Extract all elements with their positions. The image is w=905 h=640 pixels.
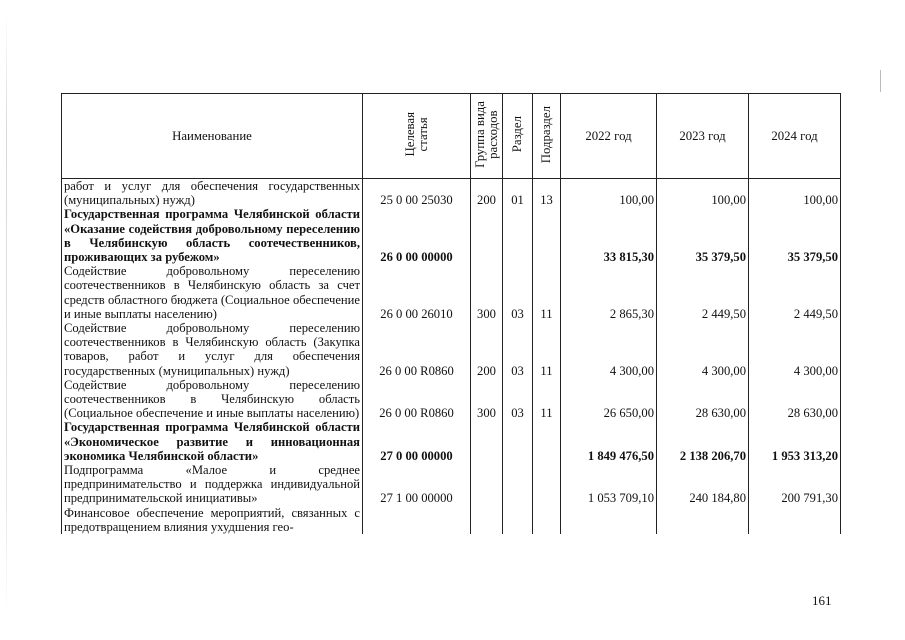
- row-expense-group: [471, 506, 503, 534]
- header-expense-group-label: Группа вида расходов: [472, 100, 500, 168]
- row-value-2022: 33 815,30: [561, 207, 657, 264]
- table-row: [62, 264, 841, 321]
- row-target: 26 0 00 26010: [363, 264, 471, 321]
- row-section: 01: [503, 179, 533, 208]
- scan-edge-mark: [6, 10, 7, 620]
- row-section: 03: [503, 264, 533, 321]
- row-subsection: 13: [533, 179, 561, 208]
- row-value-2022: 1 053 709,10: [561, 463, 657, 506]
- row-target: 27 1 00 00000: [363, 463, 471, 506]
- row-name: Государственная программа Челябинской области «Оказание содействия добровольному переселению в Челябинскую область соотечественников, проживающих за рубежом»: [62, 207, 363, 264]
- row-target: 26 0 00 R0860: [363, 378, 471, 421]
- row-expense-group: 200: [471, 179, 503, 208]
- row-value-2023: 2 449,50: [657, 264, 749, 321]
- row-name: Содействие добровольному переселению соотечественников в Челябинскую область (Закупка товаров, работ и услуг для обеспечения государственных (муниципальных) нужд): [62, 321, 363, 378]
- table-row: [62, 378, 841, 421]
- table-row: [62, 207, 841, 264]
- header-name: Наименование: [62, 94, 363, 179]
- row-name: Содействие добровольному переселению соотечественников в Челябинскую область (Социальное обеспечение и иные выплаты населению): [62, 378, 363, 421]
- row-value-2024: 200 791,30: [749, 463, 841, 506]
- row-value-2023: 240 184,80: [657, 463, 749, 506]
- row-target: [363, 506, 471, 534]
- table-row: [62, 420, 841, 463]
- scan-edge-tick: [880, 70, 881, 92]
- row-value-2023: 4 300,00: [657, 321, 749, 378]
- row-subsection: 11: [533, 378, 561, 421]
- row-value-2024: 4 300,00: [749, 321, 841, 378]
- row-subsection: [533, 207, 561, 264]
- row-section: [503, 506, 533, 534]
- row-value-2024: 100,00: [749, 179, 841, 208]
- table-row: [62, 506, 841, 534]
- row-target: 26 0 00 00000: [363, 207, 471, 264]
- table-row: [62, 179, 841, 208]
- row-name: Финансовое обеспечение мероприятий, связанных с предотвращением влияния ухудшения гео-: [62, 506, 363, 534]
- header-year-2023: 2023 год: [657, 94, 749, 179]
- row-target: 27 0 00 00000: [363, 420, 471, 463]
- row-name: Содействие добровольному переселению соотечественников в Челябинскую область за счет средств областного бюджета (Социальное обеспечение и иные выплаты населению): [62, 264, 363, 321]
- row-expense-group: [471, 463, 503, 506]
- row-expense-group: 300: [471, 378, 503, 421]
- row-value-2022: 2 865,30: [561, 264, 657, 321]
- row-value-2023: [657, 506, 749, 534]
- table-row: [62, 463, 841, 506]
- row-section: 03: [503, 321, 533, 378]
- header-subsection: [533, 94, 561, 179]
- row-section: [503, 207, 533, 264]
- row-value-2024: 2 449,50: [749, 264, 841, 321]
- table-row: [62, 321, 841, 378]
- row-subsection: [533, 506, 561, 534]
- row-value-2022: 1 849 476,50: [561, 420, 657, 463]
- table-header: [62, 94, 841, 179]
- row-value-2024: [749, 506, 841, 534]
- row-expense-group: 200: [471, 321, 503, 378]
- page-number: 161: [812, 593, 832, 608]
- row-name: работ и услуг для обеспечения государственных (муниципальных) нужд): [62, 179, 363, 208]
- row-target: 25 0 00 25030: [363, 179, 471, 208]
- header-expense-group: [471, 94, 503, 179]
- row-section: [503, 420, 533, 463]
- header-section: [503, 94, 533, 179]
- header-year-2022: 2022 год: [561, 94, 657, 179]
- budget-table: [61, 93, 841, 534]
- header-year-2024: 2024 год: [749, 94, 841, 179]
- row-value-2023: 35 379,50: [657, 207, 749, 264]
- row-value-2022: 100,00: [561, 179, 657, 208]
- row-section: [503, 463, 533, 506]
- row-value-2022: [561, 506, 657, 534]
- row-expense-group: 300: [471, 264, 503, 321]
- row-value-2022: 26 650,00: [561, 378, 657, 421]
- row-value-2023: 28 630,00: [657, 378, 749, 421]
- row-value-2024: 28 630,00: [749, 378, 841, 421]
- header-section-label: Раздел: [510, 116, 524, 153]
- header-subsection-label: Подраздел: [539, 105, 553, 164]
- header-target-label: Целевая статья: [402, 112, 430, 157]
- row-subsection: 11: [533, 264, 561, 321]
- row-expense-group: [471, 207, 503, 264]
- row-subsection: 11: [533, 321, 561, 378]
- row-value-2023: 2 138 206,70: [657, 420, 749, 463]
- row-value-2024: 35 379,50: [749, 207, 841, 264]
- row-subsection: [533, 463, 561, 506]
- row-subsection: [533, 420, 561, 463]
- table-body: [62, 179, 841, 535]
- row-expense-group: [471, 420, 503, 463]
- row-name: Государственная программа Челябинской области «Экономическое развитие и инновационная экономика Челябинской области»: [62, 420, 363, 463]
- row-value-2023: 100,00: [657, 179, 749, 208]
- row-value-2024: 1 953 313,20: [749, 420, 841, 463]
- row-section: 03: [503, 378, 533, 421]
- row-value-2022: 4 300,00: [561, 321, 657, 378]
- row-target: 26 0 00 R0860: [363, 321, 471, 378]
- header-target: [363, 94, 471, 179]
- row-name: Подпрограмма «Малое и среднее предпринимательство и поддержка индивидуальной предпринимательской инициативы»: [62, 463, 363, 506]
